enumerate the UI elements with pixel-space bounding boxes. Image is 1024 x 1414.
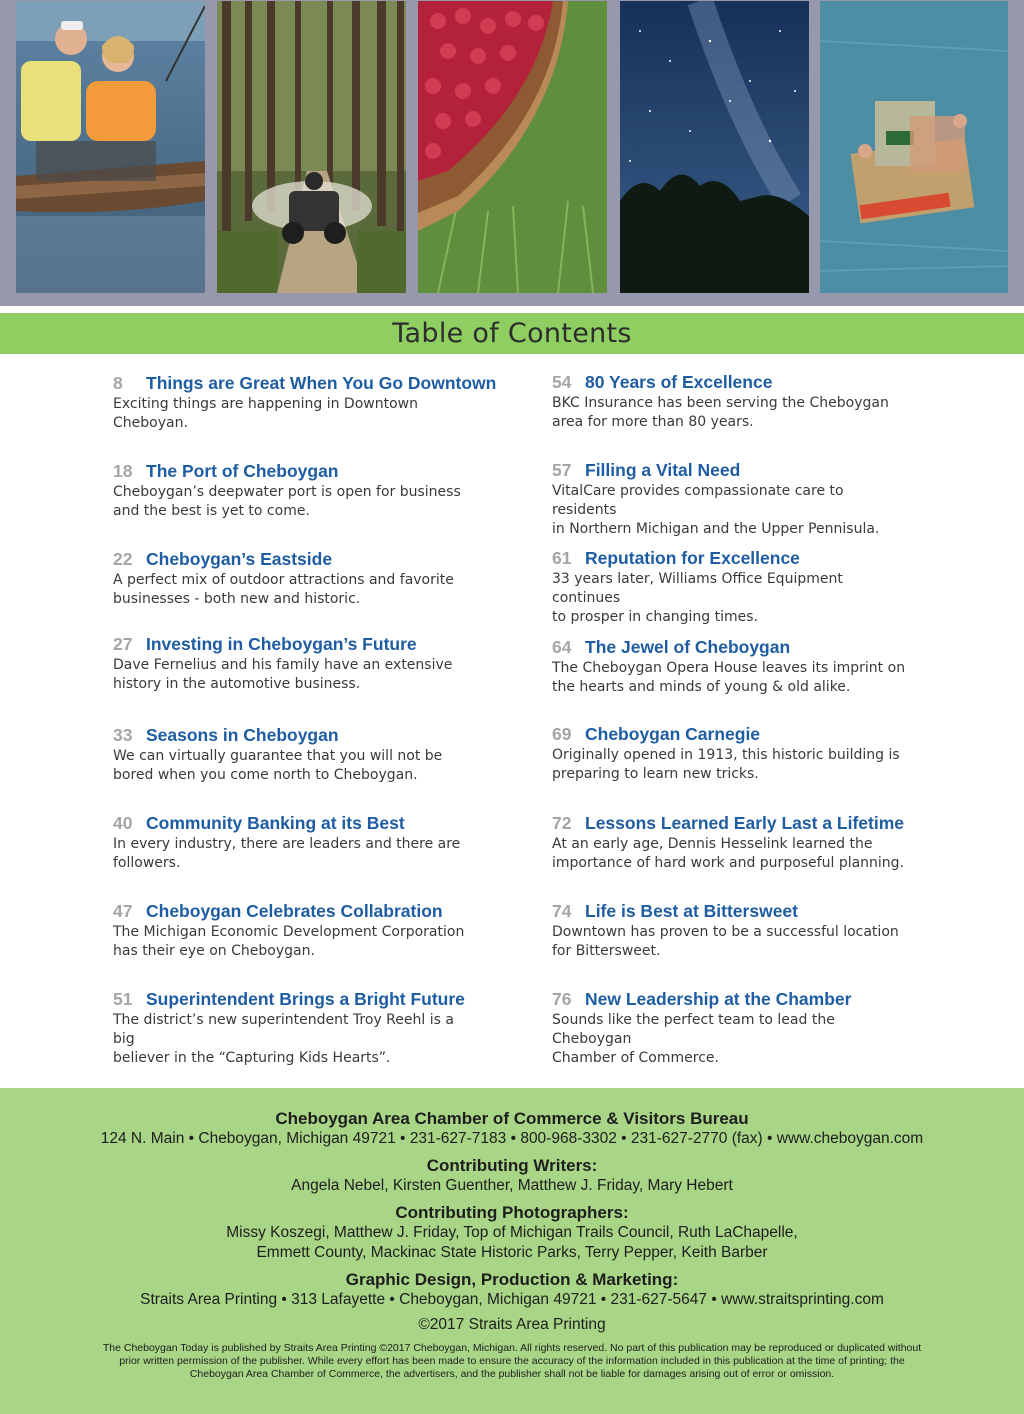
- article-description: At an early age, Dennis Hesselink learned the importance of hard work and purposeful planning.: [552, 836, 905, 871]
- page-number: 74: [552, 901, 572, 921]
- disclaimer-line: Cheboygan Area Chamber of Commerce, the advertisers, and the publisher shall not be liable for damages arising out of error or omission.: [189, 1368, 835, 1380]
- page-number: 72: [552, 813, 572, 833]
- photographers-label: Contributing Photographers:: [395, 1203, 629, 1222]
- writers-label: Contributing Writers:: [426, 1156, 598, 1175]
- article-heading[interactable]: Cheboygan Carnegie: [585, 724, 761, 744]
- page-number: 22: [113, 549, 133, 569]
- article-heading[interactable]: Cheboygan Celebrates Collabration: [146, 901, 443, 921]
- article-heading[interactable]: Reputation for Excellence: [585, 548, 800, 568]
- toc-entry[interactable]: [113, 461, 513, 521]
- article-description: Downtown has proven to be a successful location for Bittersweet.: [552, 924, 899, 959]
- page-number: 54: [552, 372, 572, 392]
- page-number: 51: [113, 989, 133, 1009]
- article-heading[interactable]: Seasons in Cheboygan: [146, 725, 339, 745]
- toc-entry[interactable]: [113, 549, 513, 609]
- cranberry-basket-photo: [418, 1, 607, 293]
- toc-entry[interactable]: [113, 901, 513, 961]
- page-number: 18: [113, 461, 133, 481]
- article-heading[interactable]: Life is Best at Bittersweet: [585, 901, 798, 921]
- page-number: 47: [113, 901, 133, 921]
- page-number: 8: [113, 373, 123, 393]
- toc-entry[interactable]: [113, 725, 513, 785]
- writers-list: Angela Nebel, Kirsten Guenther, Matthew J. Friday, Mary Hebert: [291, 1177, 733, 1194]
- toc-entry[interactable]: [113, 373, 513, 433]
- article-description: We can virtually guarantee that you will not be bored when you come north to Cheboygan.: [113, 748, 443, 783]
- article-description: Exciting things are happening in Downtown Cheboyan.: [113, 396, 418, 431]
- toc-entry[interactable]: [552, 989, 952, 1068]
- article-heading[interactable]: Investing in Cheboygan’s Future: [146, 634, 417, 654]
- article-heading[interactable]: The Jewel of Cheboygan: [585, 637, 791, 657]
- article-heading[interactable]: New Leadership at the Chamber: [585, 989, 852, 1009]
- article-heading[interactable]: Superintendent Brings a Bright Future: [146, 989, 465, 1009]
- article-heading[interactable]: Things are Great When You Go Downtown: [146, 373, 497, 393]
- fishing-couple-photo: [16, 1, 205, 293]
- toc-entry[interactable]: [552, 724, 952, 784]
- toc-entry[interactable]: [552, 548, 952, 627]
- night-sky-photo: [620, 1, 809, 293]
- article-description: The district’s new superintendent Troy Reehl is a big believer in the “Capturing Kids Hearts”.: [113, 1012, 454, 1066]
- page-number: 69: [552, 724, 572, 744]
- atv-trail-photo: [217, 1, 406, 293]
- photographers-list: Missy Koszegi, Matthew J. Friday, Top of Michigan Trails Council, Ruth LaChapelle,: [226, 1224, 798, 1241]
- photo-strip: [0, 0, 1024, 306]
- page-number: 76: [552, 989, 572, 1009]
- page-number: 64: [552, 637, 572, 657]
- article-heading[interactable]: 80 Years of Excellence: [585, 372, 773, 392]
- article-heading[interactable]: Cheboygan’s Eastside: [146, 549, 333, 569]
- article-description: Dave Fernelius and his family have an extensive history in the automotive business.: [113, 657, 453, 692]
- toc-entry[interactable]: [552, 813, 952, 873]
- article-description: The Cheboygan Opera House leaves its imprint on the hearts and minds of young & old alike.: [552, 660, 906, 695]
- article-description: BKC Insurance has been serving the Cheboygan area for more than 80 years.: [552, 395, 889, 430]
- article-description: Originally opened in 1913, this historic building is preparing to learn new tricks.: [552, 747, 900, 782]
- page-number: 57: [552, 460, 572, 480]
- article-heading[interactable]: Community Banking at its Best: [146, 813, 405, 833]
- copyright: ©2017 Straits Area Printing: [418, 1316, 606, 1333]
- credits-footer: [0, 1088, 1024, 1414]
- article-heading[interactable]: Lessons Learned Early Last a Lifetime: [585, 813, 905, 833]
- article-description: The Michigan Economic Development Corporation has their eye on Cheboygan.: [113, 924, 465, 959]
- page-number: 33: [113, 725, 133, 745]
- river-raft-photo: [820, 1, 1008, 293]
- article-heading[interactable]: The Port of Cheboygan: [146, 461, 339, 481]
- disclaimer-line: prior written permission of the publisher. While every effort has been made to ensure the accuracy of the information included in this publication at the time of printing; the: [119, 1355, 905, 1367]
- toc-entry[interactable]: [113, 634, 513, 694]
- toc-entry[interactable]: [552, 637, 952, 697]
- toc-entry[interactable]: [552, 460, 952, 539]
- article-description: Sounds like the perfect team to lead the Cheboygan Chamber of Commerce.: [552, 1012, 835, 1066]
- page-number: 61: [552, 548, 572, 568]
- printer-contact: Straits Area Printing • 313 Lafayette • Cheboygan, Michigan 49721 • 231-627-5647 • www.straitsprinting.com: [140, 1291, 884, 1308]
- disclaimer-line: The Cheboygan Today is published by Straits Area Printing ©2017 Cheboygan, Michigan. All rights reserved. No part of this publication may be reproduced or duplicated without: [102, 1342, 922, 1354]
- article-description: VitalCare provides compassionate care to residents in Northern Michigan and the Upper Pennisula.: [552, 483, 880, 537]
- article-description: Cheboygan’s deepwater port is open for business and the best is yet to come.: [113, 484, 461, 519]
- chamber-name: Cheboygan Area Chamber of Commerce & Visitors Bureau: [275, 1109, 749, 1128]
- article-description: In every industry, there are leaders and there are followers.: [113, 836, 461, 871]
- toc-title: Table of Contents: [392, 318, 632, 349]
- article-description: 33 years later, Williams Office Equipment continues to prosper in changing times.: [552, 571, 843, 625]
- toc-entry[interactable]: [113, 989, 513, 1068]
- page-number: 27: [113, 634, 133, 654]
- photographers-list-continued: Emmett County, Mackinac State Historic Parks, Terry Pepper, Keith Barber: [256, 1244, 768, 1261]
- article-description: A perfect mix of outdoor attractions and favorite businesses - both new and historic.: [113, 572, 454, 607]
- toc-entry[interactable]: [113, 813, 513, 873]
- chamber-contact: 124 N. Main • Cheboygan, Michigan 49721 • 231-627-7183 • 800-968-3302 • 231-627-2770 (fax) • www.cheboygan.com: [100, 1130, 924, 1147]
- page-number: 40: [113, 813, 133, 833]
- design-label: Graphic Design, Production & Marketing:: [345, 1270, 679, 1289]
- article-heading[interactable]: Filling a Vital Need: [585, 460, 741, 480]
- toc-entry[interactable]: [552, 901, 952, 961]
- toc-entry[interactable]: [552, 372, 952, 432]
